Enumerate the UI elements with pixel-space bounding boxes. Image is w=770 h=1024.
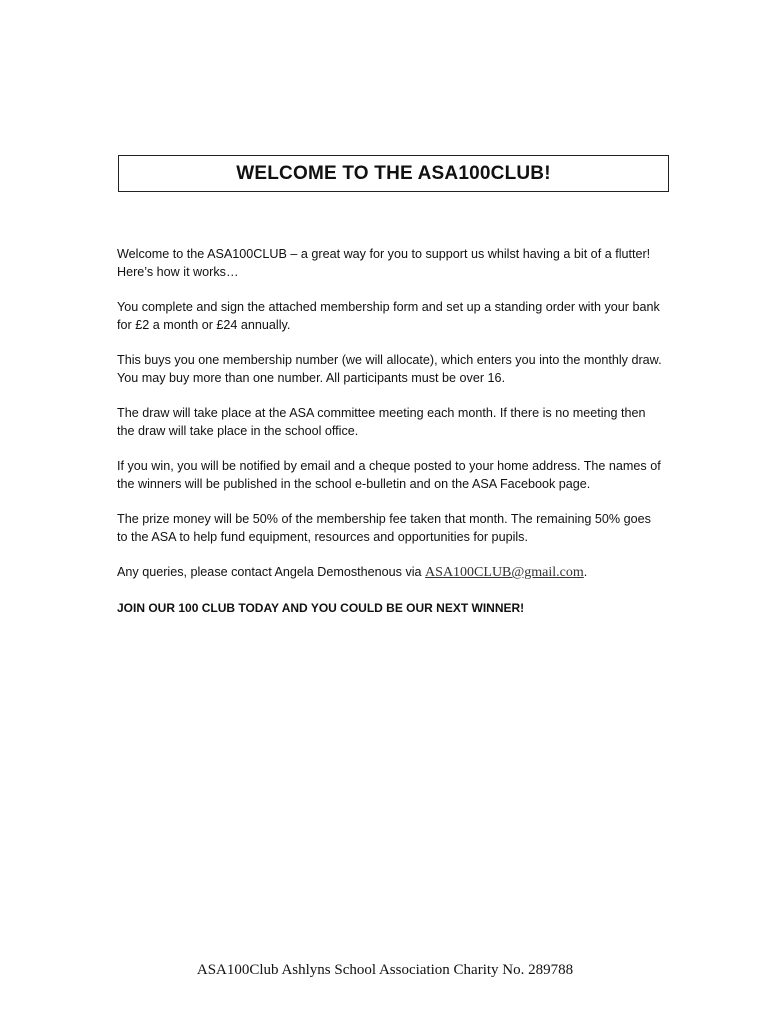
document-body [117,245,662,634]
page-title: WELCOME TO THE ASA100CLUB! [236,162,551,184]
contact-prefix: Any queries, please contact Angela Demosthenous via [117,565,426,579]
paragraph-membership-number: This buys you one membership number (we will allocate), which enters you into the monthly draw. You may buy more than one number. All participants must be over 16. [117,353,662,385]
contact-suffix: . [583,565,588,579]
paragraph-draw: The draw will take place at the ASA committee meeting each month. If there is no meeting then the draw will take place in the school office. [117,406,646,438]
paragraph-contact [117,563,662,582]
call-to-action: JOIN OUR 100 CLUB TODAY AND YOU COULD BE OUR NEXT WINNER! [117,601,525,615]
paragraph-intro: Welcome to the ASA100CLUB – a great way for you to support us whilst having a bit of a flutter! Here’s how it works… [117,247,651,279]
paragraph-prize-money: The prize money will be 50% of the membership fee taken that month. The remaining 50% goes to the ASA to help fund equipment, resources and opportunities for pupils. [117,512,651,544]
paragraph-membership-form: You complete and sign the attached membership form and set up a standing order with your bank for £2 a month or £24 annually. [117,300,660,332]
footer-charity-info: ASA100Club Ashlyns School Association Charity No. 289788 [196,962,574,978]
title-box [118,155,669,192]
contact-email-link[interactable]: ASA100CLUB@gmail.com [425,565,584,580]
paragraph-winners: If you win, you will be notified by email and a cheque posted to your home address. The names of the winners will be published in the school e-bulletin and on the ASA Facebook page. [117,459,661,491]
